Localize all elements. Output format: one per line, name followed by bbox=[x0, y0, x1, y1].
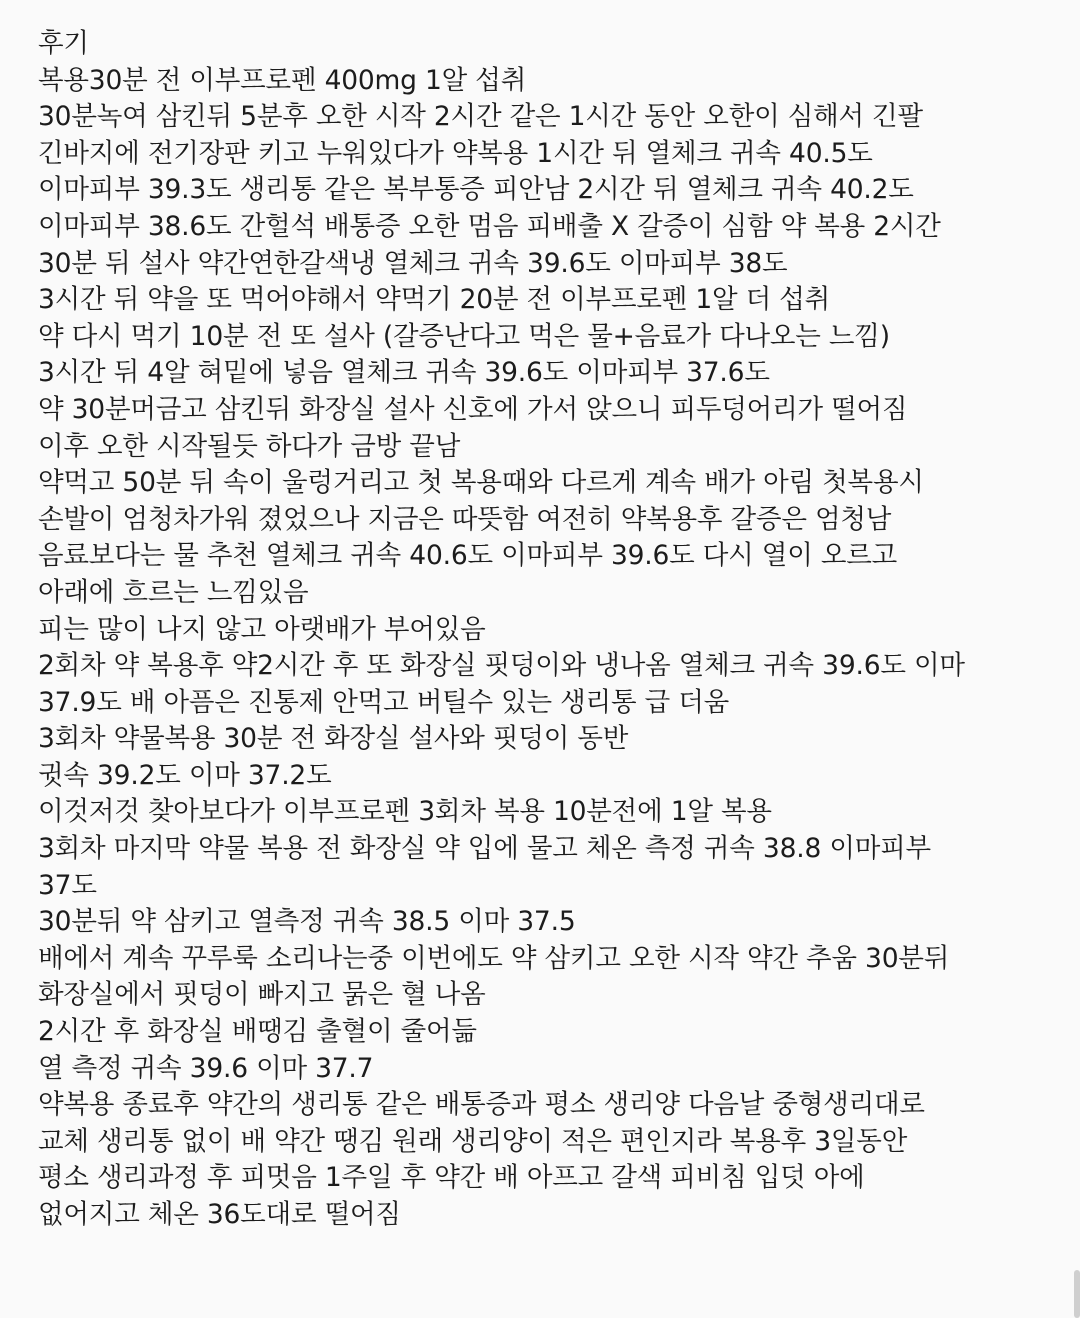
note-line: 손발이 엄청차가워 졌었으나 지금은 따뜻함 여전히 약복용후 갈증은 엄청남 bbox=[38, 503, 892, 535]
note-line: 2시간 후 화장실 배땡김 출혈이 줄어듦 bbox=[38, 1016, 477, 1048]
note-line: 약 다시 먹기 10분 전 또 설사 (갈증난다고 먹은 물+음료가 다나오는 느낌) bbox=[38, 320, 890, 352]
note-line: 피는 많이 나지 않고 아랫배가 부어있음 bbox=[38, 613, 486, 645]
note-line: 화장실에서 핏덩이 빠지고 묽은 혈 나옴 bbox=[38, 979, 486, 1011]
note-line: 이마피부 39.3도 생리통 같은 복부통증 피안남 2시간 뒤 열체크 귀속 40.2도 bbox=[38, 174, 914, 206]
note-line: 약 30분머금고 삼킨뒤 화장실 설사 신호에 가서 앉으니 피두덩어리가 떨어짐 bbox=[38, 393, 908, 425]
note-line: 약복용 종료후 약간의 생리통 같은 배통증과 평소 생리양 다음날 중형생리대로 bbox=[38, 1089, 925, 1121]
note-line: 37도 bbox=[38, 869, 97, 901]
note-line: 없어지고 체온 36도대로 떨어짐 bbox=[38, 1199, 401, 1230]
note-line: 30분 뒤 설사 약간연한갈색냉 열체크 귀속 39.6도 이마피부 38도 bbox=[38, 247, 788, 279]
note-line: 이후 오한 시작될듯 하다가 금방 끝남 bbox=[38, 430, 461, 462]
note-line: 3회차 마지막 약물 복용 전 화장실 약 입에 물고 체온 측정 귀속 38.8 이마피부 bbox=[38, 833, 931, 865]
note-line: 아래에 흐르는 느낌있음 bbox=[38, 576, 309, 608]
note-line: 30분뒤 약 삼키고 열측정 귀속 38.5 이마 37.5 bbox=[38, 906, 576, 938]
note-line: 열 측정 귀속 39.6 이마 37.7 bbox=[38, 1052, 374, 1084]
note-line: 긴바지에 전기장판 키고 누워있다가 약복용 1시간 뒤 열체크 귀속 40.5도 bbox=[38, 137, 873, 169]
note-line: 배에서 계속 꾸루룩 소리나는중 이번에도 약 삼키고 오한 시작 약간 추움 30분뒤 bbox=[38, 942, 950, 974]
note-line: 귓속 39.2도 이마 37.2도 bbox=[38, 759, 332, 791]
note-line: 음료보다는 물 추천 열체크 귀속 40.6도 이마피부 39.6도 다시 열이 오르고 bbox=[38, 540, 898, 572]
note-line: 2회차 약 복용후 약2시간 후 또 화장실 핏덩이와 냉나옴 열체크 귀속 39.6도 이마 bbox=[38, 650, 965, 682]
note-line: 이마피부 38.6도 간헐석 배통증 오한 멈음 피배출 X 갈증이 심함 약 복용 2시간 bbox=[38, 210, 941, 242]
note-line: 약먹고 50분 뒤 속이 울렁거리고 첫 복용때와 다르게 계속 배가 아림 첫복용시 bbox=[38, 467, 924, 499]
note-line: 3회차 약물복용 30분 전 화장실 설사와 핏덩이 동반 bbox=[38, 723, 629, 755]
note-title: 후기 bbox=[38, 28, 89, 59]
note-line: 평소 생리과정 후 피멋음 1주일 후 약간 배 아프고 갈색 피비침 입덧 아에 bbox=[38, 1162, 865, 1194]
note-line: 복용30분 전 이부프로펜 400mg 1알 섭취 bbox=[38, 64, 527, 96]
note-line: 이것저것 찾아보다가 이부프로펜 3회차 복용 10분전에 1알 복용 bbox=[38, 796, 772, 828]
note-line: 37.9도 배 아픔은 진통제 안먹고 버틸수 있는 생리통 급 더움 bbox=[38, 686, 729, 718]
scrollbar[interactable] bbox=[1074, 1270, 1080, 1318]
note-line: 3시간 뒤 약을 또 먹어야해서 약먹기 20분 전 이부프로펜 1알 더 섭취 bbox=[38, 284, 831, 316]
note-body[interactable] bbox=[38, 26, 1068, 1234]
note-line: 교체 생리통 없이 배 약간 땡김 원래 생리양이 적은 편인지라 복용후 3일동안 bbox=[38, 1125, 908, 1157]
note-line: 30분녹여 삼킨뒤 5분후 오한 시작 2시간 같은 1시간 동안 오한이 심해서 긴팔 bbox=[38, 101, 923, 133]
note-line: 3시간 뒤 4알 혀밑에 넣음 열체크 귀속 39.6도 이마피부 37.6도 bbox=[38, 357, 770, 389]
